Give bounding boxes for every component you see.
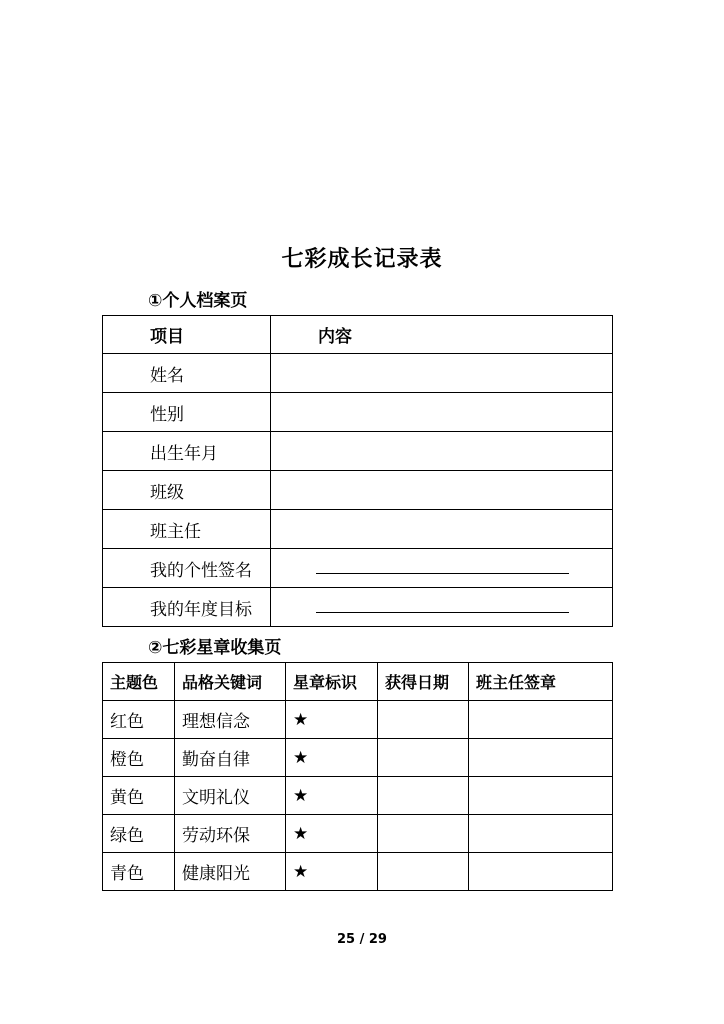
table-row <box>103 701 613 739</box>
header-cell-star: 星章标识 <box>286 663 378 701</box>
table-row <box>103 739 613 777</box>
teacher-field[interactable] <box>271 510 613 549</box>
star-icon: ★ <box>286 739 378 777</box>
table-row <box>103 549 613 588</box>
trait-keyword: 勤奋自律 <box>175 739 286 777</box>
row-label: 姓名 <box>103 354 271 393</box>
star-icon: ★ <box>286 777 378 815</box>
row-label: 班主任 <box>103 510 271 549</box>
table-row <box>103 588 613 627</box>
date-field[interactable] <box>378 853 469 891</box>
table-row <box>103 815 613 853</box>
table-row <box>103 777 613 815</box>
header-cell-date: 获得日期 <box>378 663 469 701</box>
seal-field[interactable] <box>469 739 613 777</box>
table-row <box>103 354 613 393</box>
row-label: 我的年度目标 <box>103 588 271 627</box>
header-cell-seal: 班主任签章 <box>469 663 613 701</box>
table-row <box>103 471 613 510</box>
table-row <box>103 432 613 471</box>
row-label: 我的个性签名 <box>103 549 271 588</box>
header-cell-content: 内容 <box>271 316 613 354</box>
goal-field[interactable] <box>271 588 613 627</box>
theme-color: 绿色 <box>103 815 175 853</box>
table-row <box>103 510 613 549</box>
star-icon: ★ <box>286 701 378 739</box>
theme-color: 红色 <box>103 701 175 739</box>
page-title: 七彩成长记录表 <box>281 247 443 272</box>
star-icon: ★ <box>286 815 378 853</box>
trait-keyword: 文明礼仪 <box>175 777 286 815</box>
star-collection-table <box>102 662 613 891</box>
goal-line <box>316 612 569 613</box>
header-cell-item: 项目 <box>103 316 271 354</box>
star-icon: ★ <box>286 853 378 891</box>
header-cell-keyword: 品格关键词 <box>175 663 286 701</box>
row-label: 性别 <box>103 393 271 432</box>
row-label: 班级 <box>103 471 271 510</box>
seal-field[interactable] <box>469 853 613 891</box>
trait-keyword: 劳动环保 <box>175 815 286 853</box>
seal-field[interactable] <box>469 701 613 739</box>
signature-field[interactable] <box>271 549 613 588</box>
page-number: 25 / 29 <box>337 932 387 947</box>
section-heading-stars: ②七彩星章收集页 <box>148 638 282 658</box>
date-field[interactable] <box>378 815 469 853</box>
theme-color: 黄色 <box>103 777 175 815</box>
gender-field[interactable] <box>271 393 613 432</box>
theme-color: 橙色 <box>103 739 175 777</box>
table-row <box>103 393 613 432</box>
section-heading-profile: ①个人档案页 <box>148 291 248 311</box>
class-field[interactable] <box>271 471 613 510</box>
seal-field[interactable] <box>469 777 613 815</box>
birth-field[interactable] <box>271 432 613 471</box>
table-header-row <box>103 663 613 701</box>
header-cell-color: 主题色 <box>103 663 175 701</box>
table-row <box>103 853 613 891</box>
table-header-row <box>103 316 613 354</box>
trait-keyword: 理想信念 <box>175 701 286 739</box>
signature-line <box>316 573 569 574</box>
seal-field[interactable] <box>469 815 613 853</box>
profile-table <box>102 315 613 627</box>
name-field[interactable] <box>271 354 613 393</box>
date-field[interactable] <box>378 777 469 815</box>
theme-color: 青色 <box>103 853 175 891</box>
row-label: 出生年月 <box>103 432 271 471</box>
date-field[interactable] <box>378 701 469 739</box>
trait-keyword: 健康阳光 <box>175 853 286 891</box>
date-field[interactable] <box>378 739 469 777</box>
